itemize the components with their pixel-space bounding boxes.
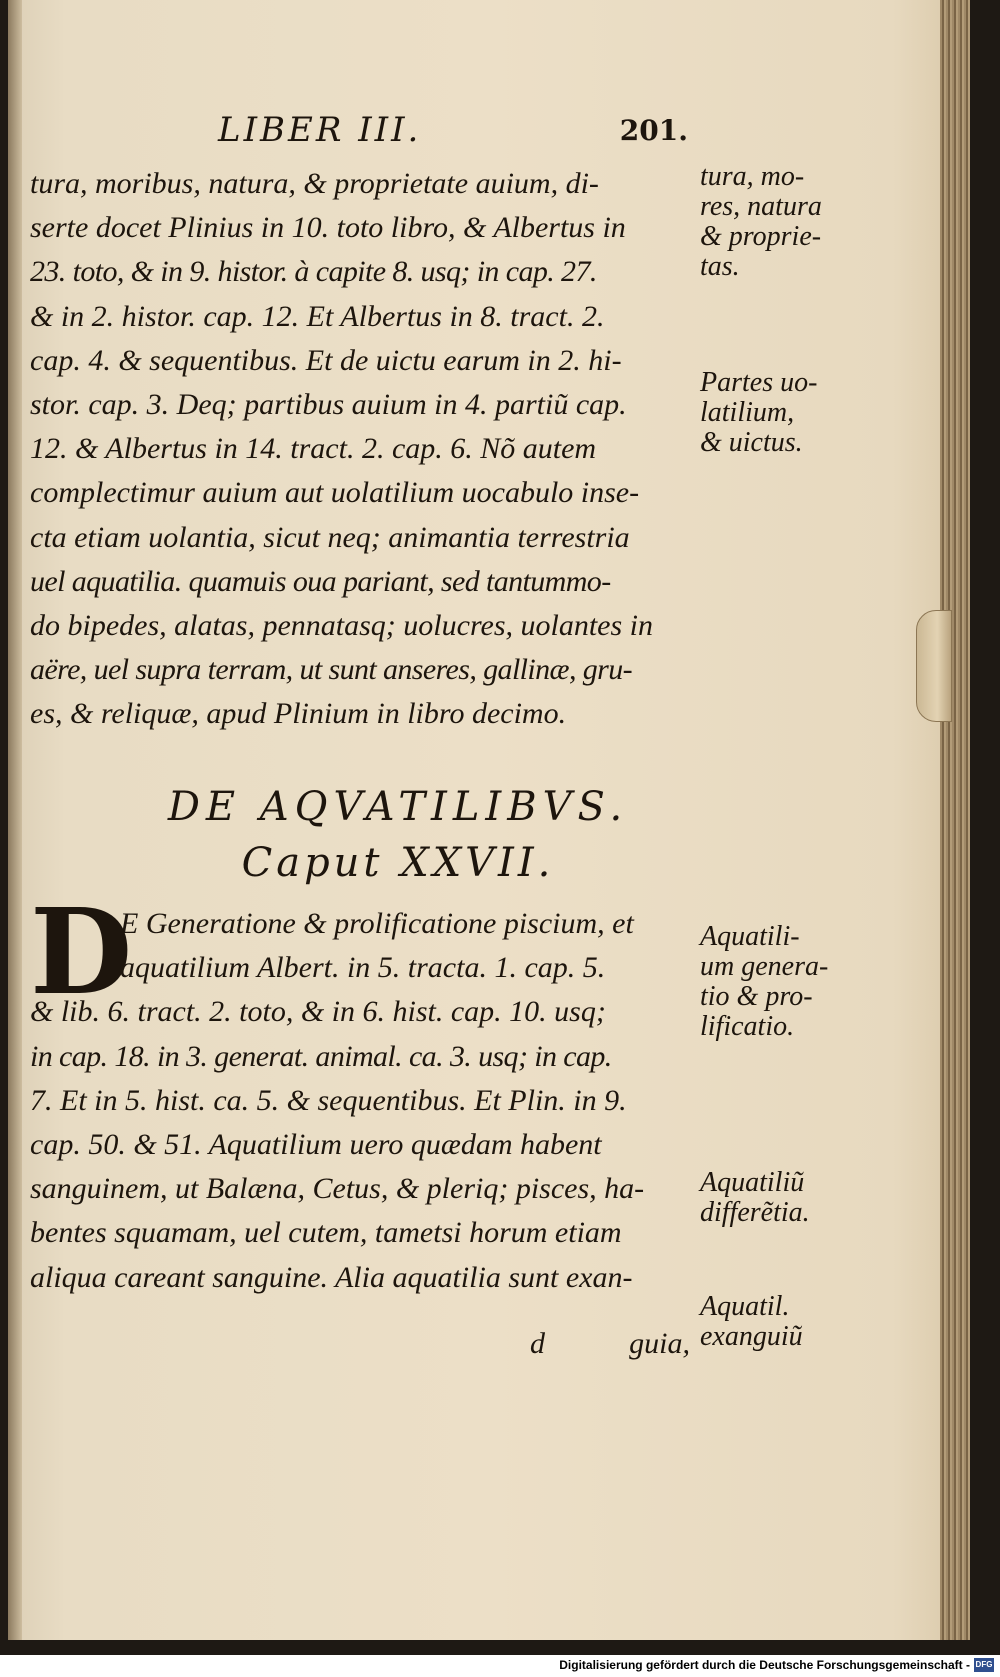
- text-line: complectimur auium aut uolatilium uocabulo inse-: [30, 476, 640, 510]
- text-line: & in 2. histor. cap. 12. Et Albertus in 8. tract. 2.: [30, 299, 605, 333]
- funding-credit: Digitalisierung gefördert durch die Deutsche Forschungsgemeinschaft -: [559, 1658, 970, 1672]
- chapter-title: DE AQVATILIBVS.: [167, 784, 629, 830]
- signature-mark: d: [530, 1327, 545, 1360]
- chapter-number: Caput XXVII.: [241, 840, 555, 886]
- drop-cap: D: [30, 882, 133, 1021]
- catchword: guia,: [629, 1327, 690, 1360]
- margin-note: Aquatili- um genera- tio & pro- lificatio.: [700, 921, 829, 1042]
- text-line: 12. & Albertus in 14. tract. 2. cap. 6. Nõ autem: [30, 432, 597, 466]
- margin-note: Aquatiliũ differẽtia.: [700, 1167, 810, 1228]
- book-page: [8, 0, 970, 1640]
- text-line: cap. 4. & sequentibus. Et de uictu earum in 2. hi-: [30, 343, 622, 377]
- footer-line: [30, 1327, 690, 1371]
- text-line: & lib. 6. tract. 2. toto, & in 6. hist. cap. 10. usq;: [30, 995, 606, 1029]
- text-line: aliqua careant sanguine. Alia aquatilia sunt exan-: [30, 1260, 633, 1294]
- text-line: cta etiam uolantia, sicut neq; animantia terrestria: [30, 520, 630, 554]
- text-line: serte docet Plinius in 10. toto libro, & Albertus in: [30, 211, 626, 245]
- gutter-shadow: [8, 0, 22, 1640]
- text-line: tura, moribus, natura, & proprietate auium, di-: [30, 167, 599, 200]
- text-line: es, & reliquæ, apud Plinium in libro decimo.: [30, 697, 567, 731]
- text-line: do bipedes, alatas, pennatasq; uolucres, uolantes in: [30, 609, 653, 643]
- text-block-1: [30, 162, 690, 737]
- text-line: in cap. 18. in 3. generat. animal. ca. 3. usq; in cap.: [30, 1039, 612, 1073]
- running-title: LIBER III.: [218, 110, 422, 150]
- text-line: bentes squamam, uel cutem, tametsi horum etiam: [30, 1216, 622, 1250]
- margin-note: tura, mo- res, natura & proprie- tas.: [700, 161, 822, 282]
- page-header: [218, 110, 688, 158]
- dfg-logo: DFG: [974, 1658, 994, 1672]
- text-line: aquatilium Albert. in 5. tracta. 1. cap. 5.: [120, 951, 606, 985]
- text-line: 23. toto, & in 9. histor. à capite 8. usq; in cap. 27.: [30, 255, 597, 289]
- text-block-2: [30, 882, 690, 1300]
- margin-note: Partes uo- latilium, & uictus.: [700, 367, 818, 458]
- page-edges: [940, 0, 970, 1640]
- book-clasp: [916, 610, 952, 722]
- text-line: 7. Et in 5. hist. ca. 5. & sequentibus. Et Plin. in 9.: [30, 1083, 627, 1117]
- page-number: 201.: [619, 114, 688, 147]
- text-line: cap. 50. & 51. Aquatilium uero quædam habent: [30, 1128, 602, 1162]
- text-line: aëre, uel supra terram, ut sunt anseres, gallinæ, gru-: [30, 653, 633, 687]
- margin-note: Aquatil. exanguiũ: [700, 1291, 803, 1352]
- digitization-footer: [0, 1655, 1000, 1677]
- text-line: E Generatione & prolificatione piscium, et: [120, 907, 634, 940]
- text-line: uel aquatilia. quamuis oua pariant, sed tantummo-: [30, 564, 611, 598]
- text-line: stor. cap. 3. Deq; partibus auium in 4. partiũ cap.: [30, 388, 627, 422]
- text-line: sanguinem, ut Balæna, Cetus, & pleriq; pisces, ha-: [30, 1172, 645, 1206]
